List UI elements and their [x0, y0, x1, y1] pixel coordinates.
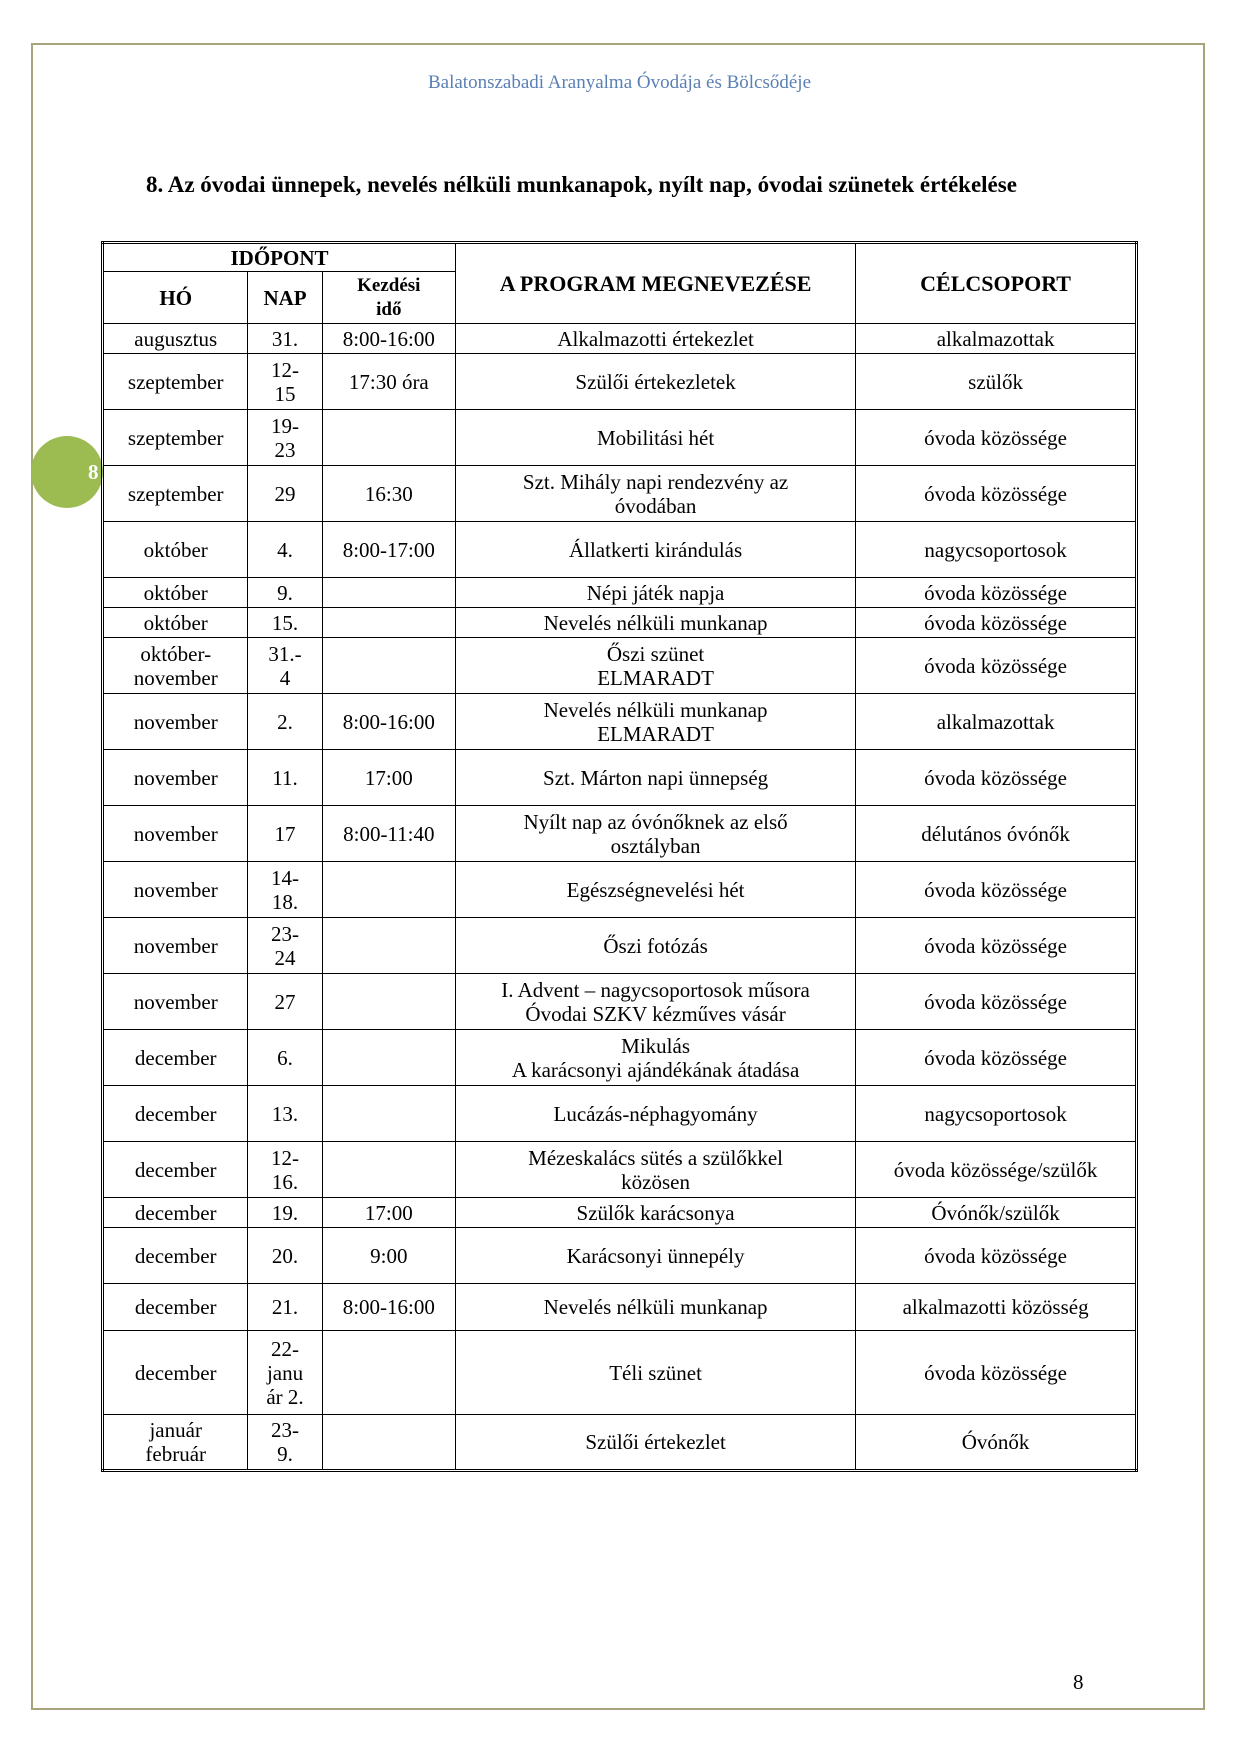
cell-line: 27 — [274, 989, 296, 1014]
cell-line: október- — [140, 641, 212, 666]
month-cell — [103, 694, 248, 750]
target-group-cell: alkalmazottak — [856, 694, 1137, 750]
day-cell — [248, 466, 322, 522]
table-row — [103, 1228, 1137, 1284]
program-cell — [456, 1198, 856, 1228]
cell-line: november — [133, 933, 218, 958]
target-group-cell: óvoda közössége — [856, 608, 1137, 638]
program-cell — [456, 694, 856, 750]
time-cell: 8:00-17:00 — [322, 522, 455, 578]
table-row — [103, 1142, 1137, 1198]
cell-line: Szülők karácsonya — [576, 1200, 735, 1225]
cell-line: szeptember — [127, 369, 224, 394]
month-cell — [103, 608, 248, 638]
time-cell — [322, 974, 455, 1030]
cell-line: 12- — [271, 1145, 300, 1170]
day-cell — [248, 1086, 322, 1142]
table-row — [103, 694, 1137, 750]
cell-line: december — [134, 1243, 217, 1268]
time-cell — [322, 1331, 455, 1415]
cell-line: 9. — [277, 1442, 293, 1466]
cell-line: 23- — [271, 1418, 300, 1442]
target-group-cell: óvoda közössége — [856, 1331, 1137, 1415]
cell-line: 19. — [271, 1200, 299, 1225]
day-cell — [248, 1331, 322, 1415]
month-cell — [103, 1415, 248, 1471]
cell-line: Karácsonyi ünnepély — [566, 1243, 745, 1268]
table-row — [103, 750, 1137, 806]
day-cell — [248, 750, 322, 806]
cell-line: Alkalmazotti értekezlet — [557, 326, 754, 351]
time-cell — [322, 638, 455, 694]
cell-line: Lucázás-néphagyomány — [553, 1101, 758, 1126]
header-nap: NAP — [248, 272, 322, 324]
month-cell — [103, 410, 248, 466]
cell-line: október — [143, 610, 208, 635]
program-cell — [456, 1415, 856, 1471]
cell-line: 4. — [277, 537, 293, 562]
cell-line: 12- — [271, 357, 300, 382]
cell-line: Őszi fotózás — [603, 933, 708, 958]
cell-line: 21. — [271, 1295, 299, 1319]
day-cell — [248, 918, 322, 974]
section-title: 8. Az óvodai ünnepek, nevelés nélküli munkanapok, nyílt nap, óvodai szünetek értékelése — [146, 172, 1017, 197]
target-group-cell: óvoda közössége — [856, 410, 1137, 466]
target-group-cell: óvoda közössége — [856, 1228, 1137, 1284]
cell-line: janu — [266, 1360, 304, 1385]
cell-line: december — [134, 1200, 217, 1225]
time-cell — [322, 918, 455, 974]
target-group-cell: délutános óvónők — [856, 806, 1137, 862]
cell-line: 29 — [274, 481, 296, 506]
table-row — [103, 862, 1137, 918]
day-cell — [248, 410, 322, 466]
cell-line: november — [133, 877, 218, 902]
cell-line: 24 — [274, 945, 296, 970]
time-cell: 17:30 óra — [322, 354, 455, 410]
cell-line: A karácsonyi ajándékának átadása — [511, 1057, 800, 1082]
target-group-cell: alkalmazotti közösség — [856, 1284, 1137, 1331]
program-cell — [456, 354, 856, 410]
table-row — [103, 1086, 1137, 1142]
cell-line: január — [149, 1418, 202, 1442]
running-header: Balatonszabadi Aranyalma Óvodája és Bölcsődéje — [427, 72, 812, 93]
cell-line: 13. — [271, 1101, 299, 1126]
day-cell — [248, 522, 322, 578]
page-marker-circle — [31, 436, 103, 508]
program-cell — [456, 1284, 856, 1331]
table-row — [103, 1415, 1137, 1471]
cell-line: Szülői értekezletek — [575, 369, 736, 394]
target-group-cell: óvoda közössége — [856, 638, 1137, 694]
cell-line: 15. — [271, 610, 299, 635]
table-row — [103, 324, 1137, 354]
cell-line: 2. — [277, 709, 293, 734]
cell-line: december — [134, 1360, 217, 1385]
table-row — [103, 974, 1137, 1030]
time-cell — [322, 862, 455, 918]
day-cell — [248, 324, 322, 354]
program-cell — [456, 410, 856, 466]
table-row — [103, 578, 1137, 608]
cell-line: Egészségnevelési hét — [566, 877, 745, 902]
page-number: 8 — [1073, 1670, 1084, 1694]
header-program: A PROGRAM MEGNEVEZÉSE — [456, 243, 856, 324]
cell-line: 6. — [277, 1045, 293, 1070]
table-row — [103, 638, 1137, 694]
day-cell — [248, 806, 322, 862]
program-cell — [456, 608, 856, 638]
cell-line: Szülői értekezlet — [585, 1430, 726, 1454]
cell-line: Mikulás — [621, 1033, 690, 1058]
cell-line: I. Advent – nagycsoportosok műsora — [501, 977, 810, 1002]
program-cell — [456, 750, 856, 806]
cell-line: ELMARADT — [597, 665, 714, 690]
target-group-cell: óvoda közössége — [856, 750, 1137, 806]
target-group-cell: óvoda közössége — [856, 862, 1137, 918]
table-row — [103, 1331, 1137, 1415]
table-row — [103, 806, 1137, 862]
target-group-cell: szülők — [856, 354, 1137, 410]
cell-line: Mobilitási hét — [596, 425, 715, 450]
cell-line: szeptember — [127, 425, 224, 450]
day-cell — [248, 1228, 322, 1284]
table-row — [103, 918, 1137, 974]
day-cell — [248, 578, 322, 608]
target-group-cell: alkalmazottak — [856, 324, 1137, 354]
program-cell — [456, 638, 856, 694]
schedule-table — [101, 241, 1138, 1472]
header-kezdesi-line1: Kezdési — [357, 274, 421, 296]
cell-line: Állatkerti kirándulás — [568, 537, 743, 562]
cell-line: december — [134, 1157, 217, 1182]
table-row — [103, 410, 1137, 466]
cell-line: ár 2. — [266, 1384, 304, 1409]
time-cell: 16:30 — [322, 466, 455, 522]
target-group-cell: Óvónők — [856, 1415, 1137, 1471]
time-cell: 8:00-16:00 — [322, 1284, 455, 1331]
cell-line: 15 — [274, 381, 296, 406]
time-cell: 8:00-16:00 — [322, 694, 455, 750]
program-cell — [456, 522, 856, 578]
month-cell — [103, 1142, 248, 1198]
cell-line: november — [133, 821, 218, 846]
table-row — [103, 466, 1137, 522]
month-cell — [103, 354, 248, 410]
cell-line: 20. — [271, 1243, 299, 1268]
cell-line: november — [133, 765, 218, 790]
table-row — [103, 1198, 1137, 1228]
cell-line: szeptember — [127, 481, 224, 506]
table-row — [103, 1284, 1137, 1331]
table-row — [103, 354, 1137, 410]
target-group-cell: óvoda közössége/szülők — [856, 1142, 1137, 1198]
program-cell — [456, 1228, 856, 1284]
day-cell — [248, 974, 322, 1030]
cell-line: augusztus — [134, 326, 218, 351]
day-cell — [248, 638, 322, 694]
cell-line: 23 — [274, 437, 296, 462]
month-cell — [103, 806, 248, 862]
program-cell — [456, 578, 856, 608]
header-kezdesi-line2: idő — [376, 298, 402, 320]
cell-line: ELMARADT — [597, 721, 714, 746]
target-group-cell: óvoda közössége — [856, 918, 1137, 974]
cell-line: november — [133, 989, 218, 1014]
header-kezdesi-ido — [322, 272, 455, 324]
time-cell: 17:00 — [322, 1198, 455, 1228]
month-cell — [103, 466, 248, 522]
program-cell — [456, 862, 856, 918]
time-cell: 9:00 — [322, 1228, 455, 1284]
day-cell — [248, 694, 322, 750]
cell-line: Szt. Mihály napi rendezvény az — [522, 469, 789, 494]
cell-line: 9. — [277, 580, 293, 605]
cell-line: Őszi szünet — [606, 641, 705, 666]
day-cell — [248, 1415, 322, 1471]
program-cell — [456, 1142, 856, 1198]
header-idopont: IDŐPONT — [103, 243, 456, 272]
target-group-cell: Óvónők/szülők — [856, 1198, 1137, 1228]
cell-line: 17 — [274, 821, 296, 846]
time-cell: 8:00-16:00 — [322, 324, 455, 354]
day-cell — [248, 1142, 322, 1198]
cell-line: 23- — [271, 921, 300, 946]
day-cell — [248, 354, 322, 410]
day-cell — [248, 1030, 322, 1086]
cell-line: 31.- — [268, 641, 302, 666]
month-cell — [103, 324, 248, 354]
program-cell — [456, 806, 856, 862]
target-group-cell: nagycsoportosok — [856, 1086, 1137, 1142]
target-group-cell: nagycsoportosok — [856, 522, 1137, 578]
header-ho: HÓ — [103, 272, 248, 324]
cell-line: 31. — [271, 326, 299, 351]
cell-line: közösen — [621, 1169, 690, 1194]
day-cell — [248, 862, 322, 918]
cell-line: Nyílt nap az óvónőknek az első — [523, 809, 788, 834]
month-cell — [103, 638, 248, 694]
cell-line: október — [143, 537, 208, 562]
time-cell — [322, 578, 455, 608]
cell-line: Népi játék napja — [586, 580, 725, 605]
cell-line: december — [134, 1045, 217, 1070]
month-cell — [103, 974, 248, 1030]
program-cell — [456, 974, 856, 1030]
table-row — [103, 1030, 1137, 1086]
target-group-cell: óvoda közössége — [856, 466, 1137, 522]
cell-line: december — [134, 1295, 217, 1319]
time-cell — [322, 1142, 455, 1198]
cell-line: október — [143, 580, 208, 605]
table-row — [103, 608, 1137, 638]
time-cell: 8:00-11:40 — [322, 806, 455, 862]
month-cell — [103, 1030, 248, 1086]
program-cell — [456, 1030, 856, 1086]
month-cell — [103, 1284, 248, 1331]
target-group-cell: óvoda közössége — [856, 1030, 1137, 1086]
program-cell — [456, 466, 856, 522]
cell-line: 22- — [271, 1336, 300, 1361]
program-cell — [456, 324, 856, 354]
month-cell — [103, 1228, 248, 1284]
target-group-cell: óvoda közössége — [856, 974, 1137, 1030]
table-row — [103, 522, 1137, 578]
cell-line: 11. — [272, 765, 298, 790]
month-cell — [103, 1331, 248, 1415]
month-cell — [103, 750, 248, 806]
cell-line: óvodában — [614, 493, 697, 518]
cell-line: Mézeskalács sütés a szülőkkel — [528, 1145, 783, 1170]
cell-line: Szt. Márton napi ünnepség — [543, 765, 769, 790]
cell-line: osztályban — [610, 833, 701, 858]
day-cell — [248, 1198, 322, 1228]
header-celcsoport: CÉLCSOPORT — [856, 243, 1137, 324]
cell-line: november — [133, 709, 218, 734]
time-cell — [322, 1415, 455, 1471]
cell-line: Nevelés nélküli munkanap — [543, 1295, 768, 1319]
cell-line: Óvodai SZKV kézműves vásár — [525, 1001, 786, 1026]
month-cell — [103, 862, 248, 918]
day-cell — [248, 608, 322, 638]
cell-line: Nevelés nélküli munkanap — [543, 610, 768, 635]
month-cell — [103, 522, 248, 578]
day-cell — [248, 1284, 322, 1331]
cell-line: 18. — [271, 889, 299, 914]
page-marker-number: 8 — [88, 460, 99, 484]
cell-line: 4 — [279, 665, 291, 690]
target-group-cell: óvoda közössége — [856, 578, 1137, 608]
month-cell — [103, 918, 248, 974]
cell-line: november — [133, 665, 218, 690]
time-cell — [322, 410, 455, 466]
month-cell — [103, 1198, 248, 1228]
month-cell — [103, 578, 248, 608]
program-cell — [456, 1331, 856, 1415]
cell-line: december — [134, 1101, 217, 1126]
schedule-rows — [103, 324, 1137, 1471]
time-cell — [322, 1086, 455, 1142]
cell-line: 16. — [271, 1169, 299, 1194]
time-cell — [322, 1030, 455, 1086]
cell-line: 19- — [271, 413, 300, 438]
program-cell — [456, 1086, 856, 1142]
cell-line: Nevelés nélküli munkanap — [543, 697, 768, 722]
time-cell: 17:00 — [322, 750, 455, 806]
cell-line: 14- — [271, 865, 300, 890]
cell-line: Téli szünet — [609, 1360, 702, 1385]
time-cell — [322, 608, 455, 638]
cell-line: február — [145, 1442, 207, 1466]
month-cell — [103, 1086, 248, 1142]
program-cell — [456, 918, 856, 974]
